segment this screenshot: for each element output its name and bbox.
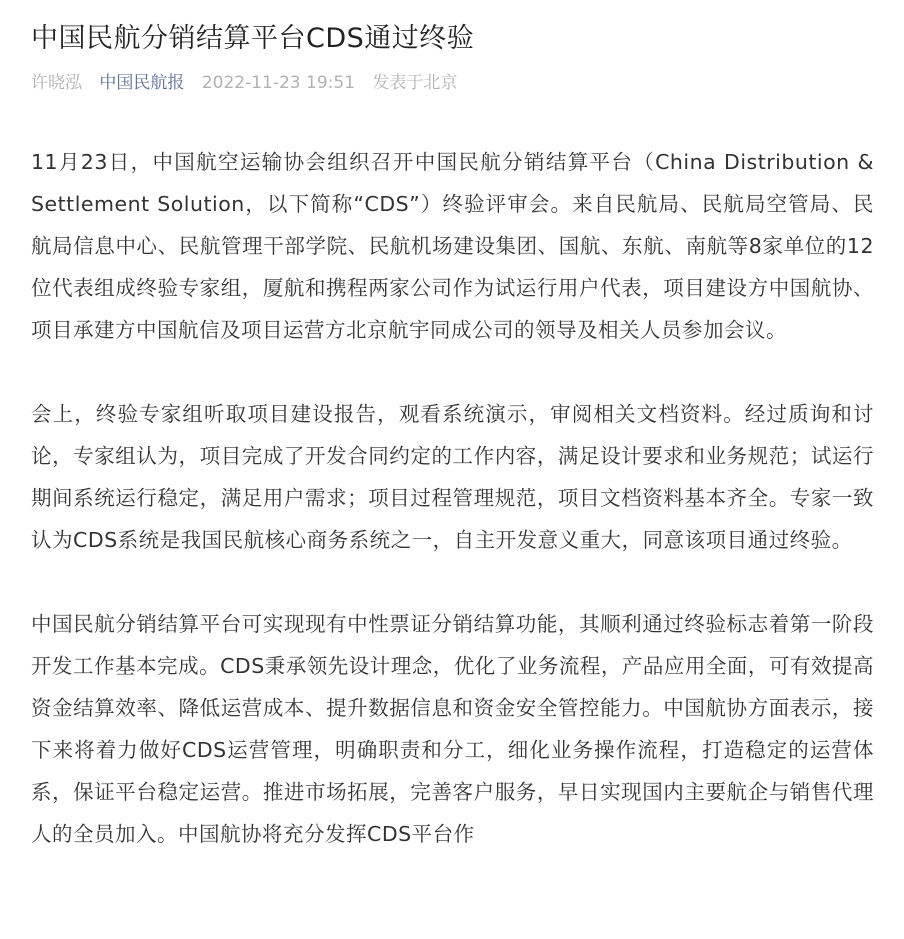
article-meta [31,71,874,95]
article-content [31,141,874,855]
paragraph: 会上，终验专家组听取项目建设报告，观看系统演示，审阅相关文档资料。经过质询和讨论，专家组认为，项目完成了开发合同约定的工作内容，满足设计要求和业务规范；试运行期间系统运行稳定，满足用户需求；项目过程管理规范，项目文档资料基本齐全。专家一致认为CDS系统是我国民航核心商务系统之一，自主开发意义重大，同意该项目通过终验。 [31,402,874,552]
paragraph: 11月23日，中国航空运输协会组织召开中国民航分销结算平台（China Distribution & Settlement Solution，以下简称“CDS”）终验评审会。来自民航局、民航局空管局、民航局信息中心、民航管理干部学院、民航机场建设集团、国航、东航、南航等8家单位的12位代表组成终验专家组，厦航和携程两家公司作为试运行用户代表，项目建设方中国航协、项目承建方中国航信及项目运营方北京航宇同成公司的领导及相关人员参加会议。 [31,150,874,342]
publish-datetime: 2022-11-23 19:51 [201,73,356,93]
author-name: 许晓泓 [31,73,82,93]
account-name-link[interactable]: 中国民航报 [99,73,185,93]
paragraph: 中国民航分销结算平台可实现现有中性票证分销结算功能，其顺利通过终验标志着第一阶段开发工作基本完成。CDS秉承领先设计理念，优化了业务流程，产品应用全面，可有效提高资金结算效率、降低运营成本、提升数据信息和资金安全管控能力。中国航协方面表示，接下来将着力做好CDS运营管理，明确职责和分工，细化业务操作流程，打造稳定的运营体系，保证平台稳定运营。推进市场拓展，完善客户服务，早日实现国内主要航企与销售代理人的全员加入。中国航协将充分发挥CDS平台作 [31,612,874,846]
article-title: 中国民航分销结算平台CDS通过终验 [31,23,475,54]
publish-location: 发表于北京 [372,73,458,93]
